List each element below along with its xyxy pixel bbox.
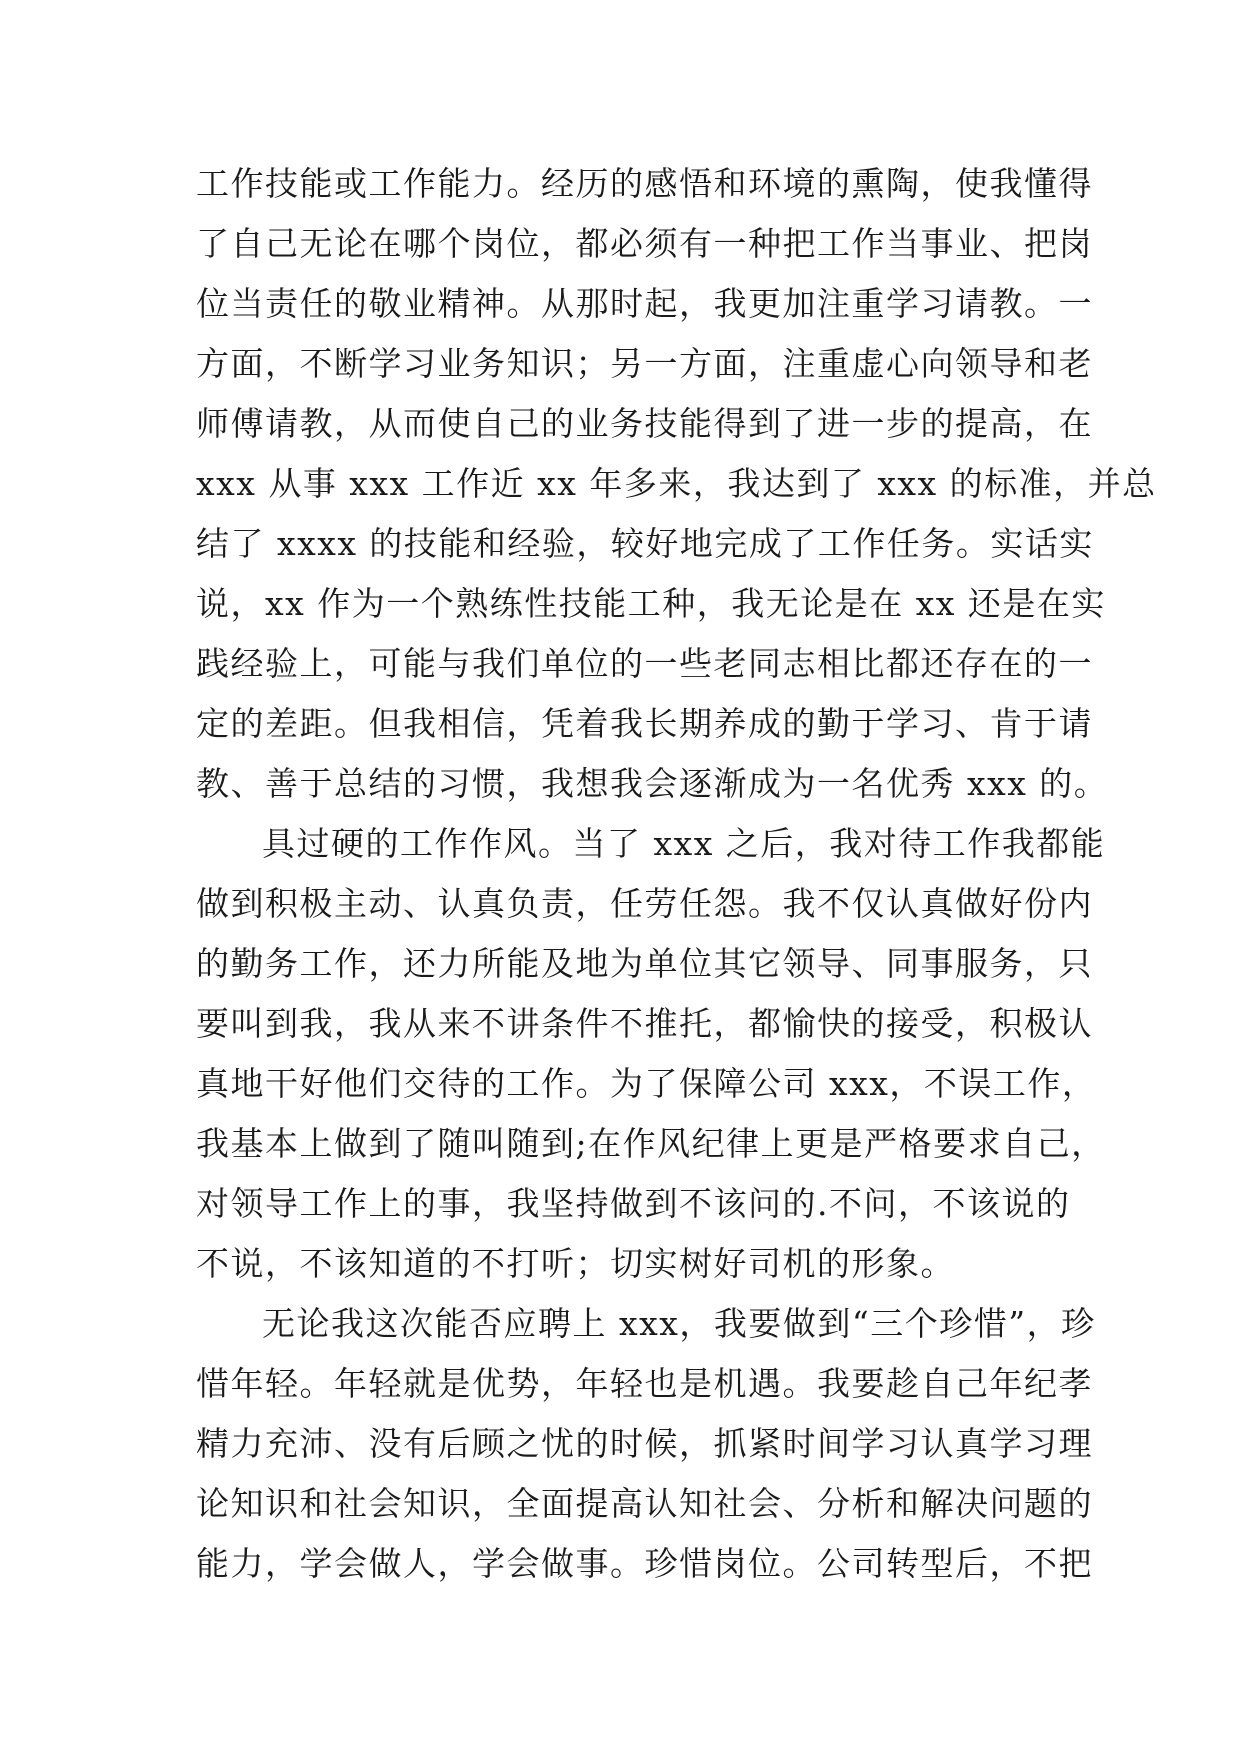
paragraph-1-line-10: 定的差距。但我相信，凭着我长期养成的勤于学习、肯于请 bbox=[196, 704, 1093, 743]
paragraph-1-line-3: 位当责任的敬业精神。从那时起，我更加注重学习请教。一 bbox=[196, 284, 1093, 323]
paragraph-1-line-7: 结了 xxxx 的技能和经验，较好地完成了工作任务。实话实 bbox=[196, 524, 1094, 563]
paragraph-1-line-4: 方面，不断学习业务知识；另一方面，注重虚心向领导和老 bbox=[196, 344, 1093, 383]
paragraph-3-line-2: 惜年轻。年轻就是优势，年轻也是机遇。我要趁自己年纪孝 bbox=[196, 1364, 1093, 1403]
paragraph-1-line-11: 教、善于总结的习惯，我想我会逐渐成为一名优秀 xxx 的。 bbox=[196, 764, 1109, 803]
paragraph-2-line-7: 对领导工作上的事，我坚持做到不该问的.不问，不该说的 bbox=[196, 1184, 1071, 1223]
paragraph-2-line-5: 真地干好他们交待的工作。为了保障公司 xxx，不误工作， bbox=[196, 1064, 1097, 1103]
paragraph-1-line-2: 了自己无论在哪个岗位，都必须有一种把工作当事业、把岗 bbox=[196, 224, 1093, 263]
paragraph-2-line-3: 的勤务工作，还力所能及地为单位其它领导、同事服务，只 bbox=[196, 944, 1093, 983]
paragraph-2-line-2: 做到积极主动、认真负责，任劳任怨。我不仅认真做好份内 bbox=[196, 884, 1093, 923]
paragraph-3-line-5: 能力，学会做人，学会做事。珍惜岗位。公司转型后，不把 bbox=[196, 1544, 1093, 1583]
paragraph-2-line-1: 具过硬的工作作风。当了 xxx 之后，我对待工作我都能 bbox=[262, 824, 1106, 863]
paragraph-2-line-6: 我基本上做到了随叫随到;在作风纪律上更是严格要求自己， bbox=[196, 1124, 1106, 1163]
paragraph-1-line-8: 说，xx 作为一个熟练性技能工种，我无论是在 xx 还是在实 bbox=[196, 584, 1106, 623]
paragraph-3-line-3: 精力充沛、没有后顾之忧的时候，抓紧时间学习认真学习理 bbox=[196, 1424, 1093, 1463]
paragraph-1-line-9: 践经验上，可能与我们单位的一些老同志相比都还存在的一 bbox=[196, 644, 1093, 683]
paragraph-1-line-6: xxx 从事 xxx 工作近 xx 年多来，我达到了 xxx 的标准，并总 bbox=[196, 464, 1157, 503]
paragraph-2-line-4: 要叫到我，我从来不讲条件不推托，都愉快的接受，积极认 bbox=[196, 1004, 1093, 1043]
paragraph-3-line-4: 论知识和社会知识，全面提高认知社会、分析和解决问题的 bbox=[196, 1484, 1093, 1523]
document-body bbox=[196, 154, 1157, 1594]
paragraph-1-line-5: 师傅请教，从而使自己的业务技能得到了进一步的提高，在 bbox=[196, 404, 1093, 443]
paragraph-1-line-1: 工作技能或工作能力。经历的感悟和环境的熏陶，使我懂得 bbox=[196, 164, 1093, 203]
paragraph-3-line-1: 无论我这次能否应聘上 xxx，我要做到“三个珍惜”，珍 bbox=[262, 1304, 1096, 1343]
paragraph-2-line-8: 不说，不该知道的不打听；切实树好司机的形象。 bbox=[196, 1244, 955, 1283]
